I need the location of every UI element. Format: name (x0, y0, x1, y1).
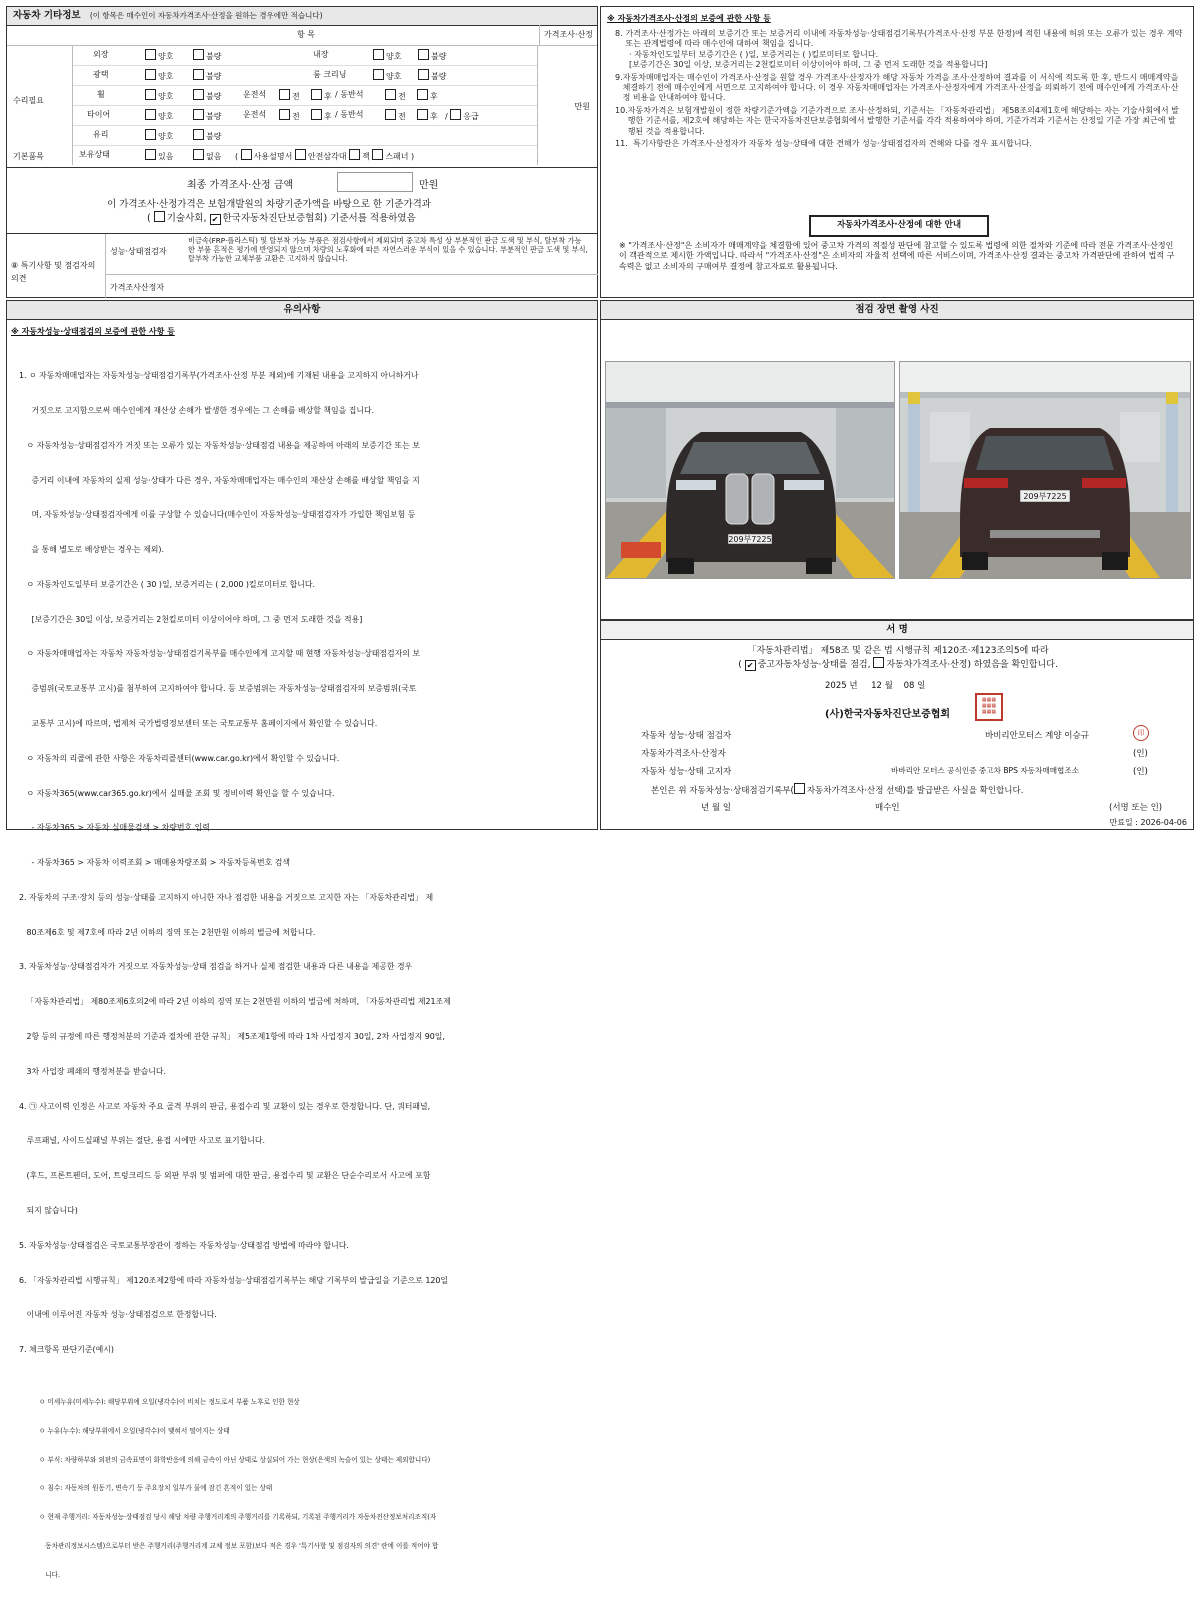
checkbox[interactable] (450, 109, 461, 120)
notices-body (19, 347, 595, 1623)
checkbox[interactable] (145, 89, 156, 100)
notice-line: 5. 자동차성능·상태점검은 국토교통부장관이 정하는 자동차성능·상태점검 방법에 따라야 합니다. (19, 1240, 349, 1250)
row-label: 광택 (93, 70, 109, 79)
notice-line: 2. 자동차의 구조·장치 등의 성능·상태를 고지하지 아니한 자나 점검한 내용을 거짓으로 고지한 자는 「자동차관리법」 제 (19, 892, 434, 902)
front-car-image (606, 362, 894, 578)
item-text: 자동차매매업자는 매수인이 가격조사·산정을 원할 경우 가격조사·산정자가 해당 자동차 가격을 조사·산정하여 결과를 이 서식에 적도록 한 후, 반드시 매매계약을 체결하기 전에 매수인에게 서면으로 고지하여야 합니다. 이 경우 자동차매매업자는 가격조사·산정자에게 가격조사·산정을 의뢰하기 전에 매수인에게 가격조사·산정 비용을 안내하여야 합니다. (622, 72, 1179, 103)
receipt-line (651, 783, 1023, 796)
other-info-section (6, 6, 598, 298)
notice-line: - 자동차365 > 자동차 이력조회 > 매매용차량조회 > 자동차등록번호 검색 (19, 858, 291, 868)
other-info-header (7, 7, 597, 26)
check-text1: 중고자동차성능·상태를 점검, (757, 660, 871, 670)
final-amount-input[interactable] (337, 172, 413, 192)
expire-date: 만료일 : 2026-04-06 (1109, 818, 1187, 827)
notice-line: - 자동차365 > 자동차 실매물검색 > 차량번호 입력 (19, 823, 210, 833)
row-label-b: 내장 (313, 50, 329, 59)
price-inspector-label: 가격조사산정자 (110, 283, 165, 292)
checkbox[interactable] (373, 49, 384, 60)
sign-mark: (인) (1133, 767, 1148, 777)
checkbox[interactable] (373, 69, 384, 80)
issue-date (825, 679, 925, 691)
inspector-seal: 印 (1133, 725, 1149, 741)
owned-yes-label: 있음 (158, 152, 174, 161)
rear-car-photo (899, 361, 1191, 579)
item-number: 11. (615, 138, 628, 148)
checkbox[interactable] (417, 109, 428, 120)
item-number: 10. (615, 105, 628, 115)
basis-opt1: 기술사회, (166, 213, 207, 224)
triangle-label: 안전삼각대 (307, 152, 347, 161)
checkbox[interactable] (349, 149, 360, 160)
front-label: 전 (292, 112, 300, 121)
front-label: 전 (292, 92, 300, 101)
basic-items-row: 보유상태 있음 없음 ( 사용설명서 안전삼각대 잭 스패너 ) (79, 150, 415, 161)
photos-title: 점검 장면 촬영 사진 (601, 301, 1193, 320)
repair-row-wheel: 휠 양호 불량 운전석 전 후 / 동반석 전 후 (73, 85, 538, 106)
checkbox[interactable] (279, 89, 290, 100)
notice-line: 며, 자동차성능·상태점검자에게 이를 구상할 수 있습니다(매수인이 자동차성능·상태점검자가 가입한 책임보험 등 (19, 510, 416, 520)
checkbox[interactable] (279, 109, 290, 120)
notice-line: 거짓으로 고지함으로써 매수인에게 재산상 손해가 발생한 경우에는 그 손해를 배상할 책임을 집니다. (19, 405, 375, 415)
checkbox[interactable] (193, 69, 204, 80)
notice-line: 증범위(국토교통부 고시)를 첨부하여 고지하여야 합니다. 등 보증범위는 자동차성능·상태점검자의 보증범위(국토 (19, 684, 417, 694)
guide-title: 자동차가격조사·산정에 대한 안내 (809, 215, 989, 237)
owned-no-label: 없음 (206, 152, 222, 161)
bad-label: 불량 (431, 52, 447, 61)
criteria-line: 동차관리정보시스템)으로부터 받은 주행거리(주행거리계 교체 정보 포함)보다 적은 경우 '특기사항 및 점검자의 의견' 란에 이를 적어야 합 (39, 1541, 439, 1550)
checkbox-price-survey[interactable] (873, 657, 884, 668)
bad-label: 불량 (206, 112, 222, 121)
bad-label: 불량 (206, 72, 222, 81)
other-info-title: 자동차 기타정보 (13, 10, 81, 21)
notice-line: 되지 않습니다) (19, 1205, 78, 1215)
signature-title: 서 명 (601, 621, 1193, 640)
notice-line: 1. ㅇ 자동차매매업자는 자동차성능·상태점검기록부(가격조사·산정 부분 제외)에 기재된 내용을 고지하지 아니하거나 (19, 371, 419, 381)
basis-opt2: 한국자동차진단보증협회) 기준서를 적용하였음 (222, 213, 416, 224)
rear-car-image (900, 362, 1190, 578)
criteria-line: 니다. (39, 1570, 61, 1579)
checkbox[interactable] (193, 89, 204, 100)
price-column-header: 가격조사·산정 (539, 25, 593, 45)
notices-title: 유의사항 (7, 301, 597, 320)
org-name: (사)한국자동차진단보증협회 (825, 709, 951, 720)
item-text: 특기사항란은 가격조사·산정자가 자동차 성능·상태에 대한 견해가 성능·상태점검자의 견해와 다를 경우 표시합니다. (633, 138, 1032, 148)
front-label: 전 (398, 112, 406, 121)
notice-line: 을 통해 별도로 배상받는 경우는 제외). (19, 545, 165, 555)
checkbox[interactable] (385, 109, 396, 120)
repair-row-glass (73, 125, 538, 146)
checkbox[interactable] (145, 129, 156, 140)
checkbox-receipt[interactable] (794, 783, 805, 794)
row-label: 휠 (97, 90, 105, 99)
front-plate-text: 209부7225 (728, 535, 772, 544)
good-label: 양호 (158, 112, 174, 121)
checkbox-performance[interactable] (745, 660, 756, 671)
spanner-label: 스패너 (385, 152, 409, 161)
notice-line: 「자동차관리법」 제80조제6호의2에 따라 2년 이하의 징역 또는 2천만원 이하의 벌금에 처하며, 「자동차관리법 제21조제 (19, 997, 451, 1007)
receipt-date: 년 월 일 (701, 803, 732, 813)
checkbox[interactable] (418, 69, 429, 80)
sign-label: 자동차가격조사·산정자 (641, 749, 726, 759)
checkbox[interactable] (311, 109, 322, 120)
driver-label: 운전석 (243, 90, 267, 99)
repair-row-exterior (73, 45, 538, 66)
price-cell (537, 45, 598, 165)
jack-label: 잭 (362, 152, 370, 161)
sign-value: 바바리안 모터스 공식인증 중고차 BPS 자동차매매협조소 (891, 766, 1080, 775)
notice-line: 3차 사업장 폐쇄의 행정처분을 받습니다. (19, 1066, 167, 1076)
special-notes-block (7, 233, 597, 298)
emergency-label: 응급 (463, 112, 479, 121)
notice-line: 2항 등의 규정에 따른 행정처분의 기준과 절차에 관한 규칙」 제5조제1항에 따라 1차 사업정지 30일, 2차 사업정지 90일, (19, 1032, 445, 1042)
notice-line: ㅇ 자동차365(www.car365.go.kr)에서 실매물 조회 및 정비이력 확인을 할 수 있습니다. (19, 788, 335, 798)
checkbox[interactable] (145, 109, 156, 120)
good-label: 양호 (386, 72, 402, 81)
final-amount-block: 최종 가격조사·산정 금액 만원 이 가격조사·산정가격은 보험개발원의 차량기준가액을 바탕으로 한 기준가격과 ( 기술사회, ✔ 한국자동차진단보증협회) 기준서를 적용하였음 (7, 167, 597, 222)
item-text: [보증기간은 30일 이상, 보증거리는 2천킬로미터 이상이어야 하며, 그 중 먼저 도래한 것을 적용합니다] (629, 60, 988, 70)
photos-section (600, 300, 1194, 620)
signature-section (600, 620, 1194, 830)
notice-line: ㅇ 자동차의 리콜에 관한 사항은 자동차리콜센터(www.car.go.kr)에서 확인할 수 있습니다. (19, 753, 340, 763)
notice-line: [보증기간은 30일 이상, 보증거리는 2천킬로미터 이상이어야 하며, 그 중 먼저 도래한 것을 적용] (19, 614, 363, 624)
checkbox[interactable] (145, 69, 156, 80)
notice-line: 증거리 이내에 자동차의 실제 성능·상태가 다른 경우, 자동차매매업자는 매수인의 재산상 손해를 배상할 책임을 지 (19, 475, 420, 485)
notice-line: 7. 체크항목 판단기준(예시) (19, 1345, 114, 1355)
notice-line: 교통부 고시)에 따르며, 법제처 국가법령정보센터 또는 국토교통부 홈페이지에서 확인할 수 있습니다. (19, 719, 378, 728)
good-label: 양호 (158, 52, 174, 61)
bad-label: 불량 (206, 52, 222, 61)
item-text: 가격조사·산정가는 아래의 보증기간 또는 보증거리 이내에 자동차성능·상태점검기록부(가격조사·산정 부분 한정)에 적힌 내용에 허위 또는 오류가 있는 경우 계약 또는 관계법령에 따라 매수인에 대하여 책임을 집니다. (625, 29, 1183, 49)
guide-text: ※ "가격조사·산정"은 소비자가 매매계약을 체결함에 있어 중고차 가격의 적절성 판단에 참고할 수 있도록 법령에 의한 절차와 기준에 따라 전문 가격조사·산정인이 객관적으로 제시한 가액입니다. 따라서 "가격조사·산정"은 소비자의 자율적 선택에 따른 서비스이며, 가격조사·산정 결과는 중고차 가격판단에 관하여 법적 구속력은 없고 소비자의 구매여부 결정에 참고자료로 활용됩니다. (619, 241, 1175, 271)
checkbox[interactable] (193, 129, 204, 140)
criteria-line: ㅇ 현재 주행거리: 자동차성능·상태점검 당시 해당 차량 주행거리계의 주행거리를 기록하되, 기록된 주행거리가 자동차전산정보처리조직(자 (39, 1513, 437, 1522)
front-car-photo (605, 361, 895, 579)
criteria-line: ㅇ 부식: 차량하부와 외판의 금속표면이 화학반응에 의해 금속이 아닌 상태로 상실되어 가는 현상(은색의 녹슬어 있는 상태는 제외합니다) (39, 1455, 431, 1464)
checkbox[interactable] (193, 109, 204, 120)
checkbox[interactable] (311, 89, 322, 100)
buyer-label: 매수인 (875, 803, 900, 813)
good-label: 양호 (158, 72, 174, 81)
row-label: 타이어 (87, 110, 111, 119)
receipt-text: 본인은 위 자동차성능·상태점검기록부( (651, 786, 794, 796)
perf-inspector-label: 성능·상태점검자 (110, 247, 167, 256)
checkbox[interactable] (295, 149, 306, 160)
item-text: · 자동차인도일부터 보증기간은 ( )일, 보증거리는 ( )킬로미터로 합니다. (629, 49, 879, 59)
rear-label: 후 (430, 92, 438, 101)
bad-label: 불량 (431, 72, 447, 81)
checkbox[interactable] (241, 149, 252, 160)
item-number: 8. (615, 29, 623, 38)
owned-label: 보유상태 (79, 150, 110, 159)
checkbox[interactable] (193, 149, 204, 160)
price-warranty-title: ※ 자동차가격조사·산정의 보증에 관한 사항 등 (607, 14, 771, 23)
repair-group (7, 45, 537, 165)
bad-label: 불량 (206, 132, 222, 141)
confirm-line: ( ✔중고자동차성능·상태를 점검, 자동차가격조사·산정) 하였음을 확인합니다. (601, 657, 1195, 671)
issue-year: 2025 년 (825, 681, 858, 691)
checkbox[interactable] (372, 149, 383, 160)
check-text2: 자동차가격조사·산정) 하였음을 확인합니다. (886, 660, 1058, 670)
rear-label: 후 (324, 92, 332, 101)
sign-label: 자동차 성능·상태 고지자 (641, 767, 732, 777)
price-warranty-section (600, 6, 1194, 298)
criteria-line: ㅇ 누유(누수): 해당부위에서 오일(냉각수)이 맺혀서 떨어지는 상태 (39, 1426, 230, 1435)
issue-month: 12 월 (871, 681, 893, 691)
perf-inspector-text: 비금속(FRP·플라스틱) 및 탈부착 가능 부품은 점검사항에서 제외되며 중고차 특성 상 부분적인 판금 도색 및 부식, 탈부착 가능한 부품 흔적은 평가에 반영되지 않으며 차량의 노후화에 따른 자연스러운 부식이 있을 수 있습니다. 부분적인 판금 도색 및 부식, 탈부착 가능한 교체부품 교환은 고지하지 않습니다. (188, 236, 588, 263)
final-amount-unit: 만원 (419, 180, 439, 191)
row-label-b: 룸 크리닝 (313, 70, 347, 79)
good-label: 양호 (158, 92, 174, 101)
criteria-line: ㅇ 미세누유(미세누수): 해당부위에 오일(냉각수)이 비치는 정도로서 부품 노후로 인한 현상 (39, 1398, 300, 1407)
criteria-line: ㅇ 침수: 자동차의 원동기, 변속기 등 주요장치 일부가 물에 잠긴 흔적이 있는 상태 (39, 1484, 273, 1493)
item-column-header: 항 목 (297, 30, 315, 39)
notice-line: (후드, 프론트펜더, 도어, 트렁크리드 등 외판 부위 및 범퍼에 대한 판금, 용접수리 및 교환은 단순수리로서 사고에 포함 (19, 1171, 431, 1181)
repair-row-tire: 타이어 양호 불량 운전석 전 후 / 동반석 전 후 / 응급 (73, 105, 538, 126)
notices-subtitle: ※ 자동차성능·상태점검의 보증에 관한 사항 등 (11, 327, 175, 336)
price-unit: 만원 (574, 102, 590, 111)
receipt-text2: 자동차가격조사·산정 선택)를 발급받은 사실을 확인합니다. (806, 786, 1024, 796)
checkbox[interactable] (193, 49, 204, 60)
checkbox[interactable] (145, 49, 156, 60)
bad-label: 불량 (206, 92, 222, 101)
repair-row-gloss (73, 65, 538, 86)
notice-line: ㅇ 자동차인도일부터 보증기간은 ( 30 )일, 보증거리는 ( 2,000 )킬로미터로 합니다. (19, 579, 315, 589)
buyer-sign: (서명 또는 인) (1109, 803, 1163, 813)
basic-group-label: 기본품목 (13, 152, 44, 161)
row-label: 외장 (93, 50, 109, 59)
notice-line: 6. 「자동차관리법 시행규칙」 제120조제2항에 따라 자동차성능·상태점검기록부는 해당 기록부의 발급일을 기준으로 120일 (19, 1275, 449, 1285)
notice-line: 3. 자동차성능·상태점검자가 거짓으로 자동차성능·상태 점검을 하거나 실제 점검한 내용과 다른 내용을 제공한 경우 (19, 962, 413, 972)
issue-day: 08 일 (903, 681, 926, 691)
notice-line: 루프패널, 사이드실패널 부위는 절단, 용접 시에만 사고로 표기합니다. (19, 1136, 266, 1146)
seal-stamp: ▦▦▦ ▦▦▦ ▦▦▦ (975, 693, 1003, 721)
checkbox-tech-society[interactable] (154, 211, 165, 222)
passenger-label: 동반석 (340, 110, 364, 119)
checkbox[interactable] (417, 89, 428, 100)
special-notes-label: ⑧ 특기사항 및 점검자의 의견 (11, 261, 96, 283)
notice-line: 4. ㉠ 사고이력 인정은 사고로 자동차 주요 골격 부위의 판금, 용접수리 및 교환이 있는 경우로 한정합니다. 단, 쿼터패널, (19, 1101, 431, 1111)
law-text: 「자동차관리법」 제58조 및 같은 법 시행규칙 제120조·제123조의5에 따라 (747, 646, 1049, 656)
good-label: 양호 (158, 132, 174, 141)
rear-plate-text: 209부7225 (1023, 492, 1067, 501)
sign-label: 자동차 성능·상태 점검자 (641, 731, 732, 741)
manual-label: 사용설명서 (253, 152, 293, 161)
sign-mark: (인) (1133, 749, 1148, 759)
checkbox[interactable] (418, 49, 429, 60)
checkbox[interactable] (145, 149, 156, 160)
rear-label: 후 (430, 112, 438, 121)
notice-line: 이내에 이루어진 자동차 성능·상태점검으로 한정합니다. (19, 1310, 217, 1320)
driver-label: 운전석 (243, 110, 267, 119)
sign-value: 바비리안모터스 계양 이승규 (985, 731, 1089, 741)
checkbox-kaida[interactable] (210, 214, 221, 225)
item-text: 자동차가격은 보험개발원이 정한 차량기준가액을 기준가격으로 조사·산정하되, 기준서는 「자동차관리법」 제58조의4제1호에 해당하는 자는 기술사회에서 발행한 기준서를, 제2호에 해당하는 자는 한국자동차진단보증협회에서 발행한 기준서를 각각 적용하여야 하며, 기준가격과 기준서는 산정일 기준 가장 최근에 발행된 것을 적용합니다. (627, 105, 1179, 136)
rear-label: 후 (324, 112, 332, 121)
checkbox[interactable] (385, 89, 396, 100)
notice-line: ㅇ 자동차성능·상태점검자가 거짓 또는 오류가 있는 자동차성능·상태점검 내용을 제공하여 아래의 보증기간 또는 보 (19, 440, 420, 450)
good-label: 양호 (386, 52, 402, 61)
notice-line: ㅇ 자동차매매업자는 자동차 자동차성능·상태점검기록부를 매수인에게 고지할 때 현행 자동차성능·상태점검자의 보 (19, 649, 420, 659)
other-info-note: (이 항목은 매수인이 자동차가격조사·산정을 원하는 경우에만 적습니다) (89, 11, 323, 20)
final-amount-label: 최종 가격조사·산정 금액 (187, 180, 294, 191)
notices-section (6, 300, 598, 1579)
front-label: 전 (398, 92, 406, 101)
notice-line: 80조제6호 및 제7호에 따라 2년 이하의 징역 또는 2천만원 이하의 벌금에 처합니다. (19, 927, 316, 937)
item-number: 9. (615, 72, 623, 82)
repair-group-label: 수리필요 (13, 96, 44, 105)
basis-text: 이 가격조사·산정가격은 보험개발원의 차량기준가액을 바탕으로 한 기준가격과 (107, 199, 431, 210)
passenger-label: 동반석 (340, 90, 364, 99)
row-label: 유리 (93, 130, 109, 139)
